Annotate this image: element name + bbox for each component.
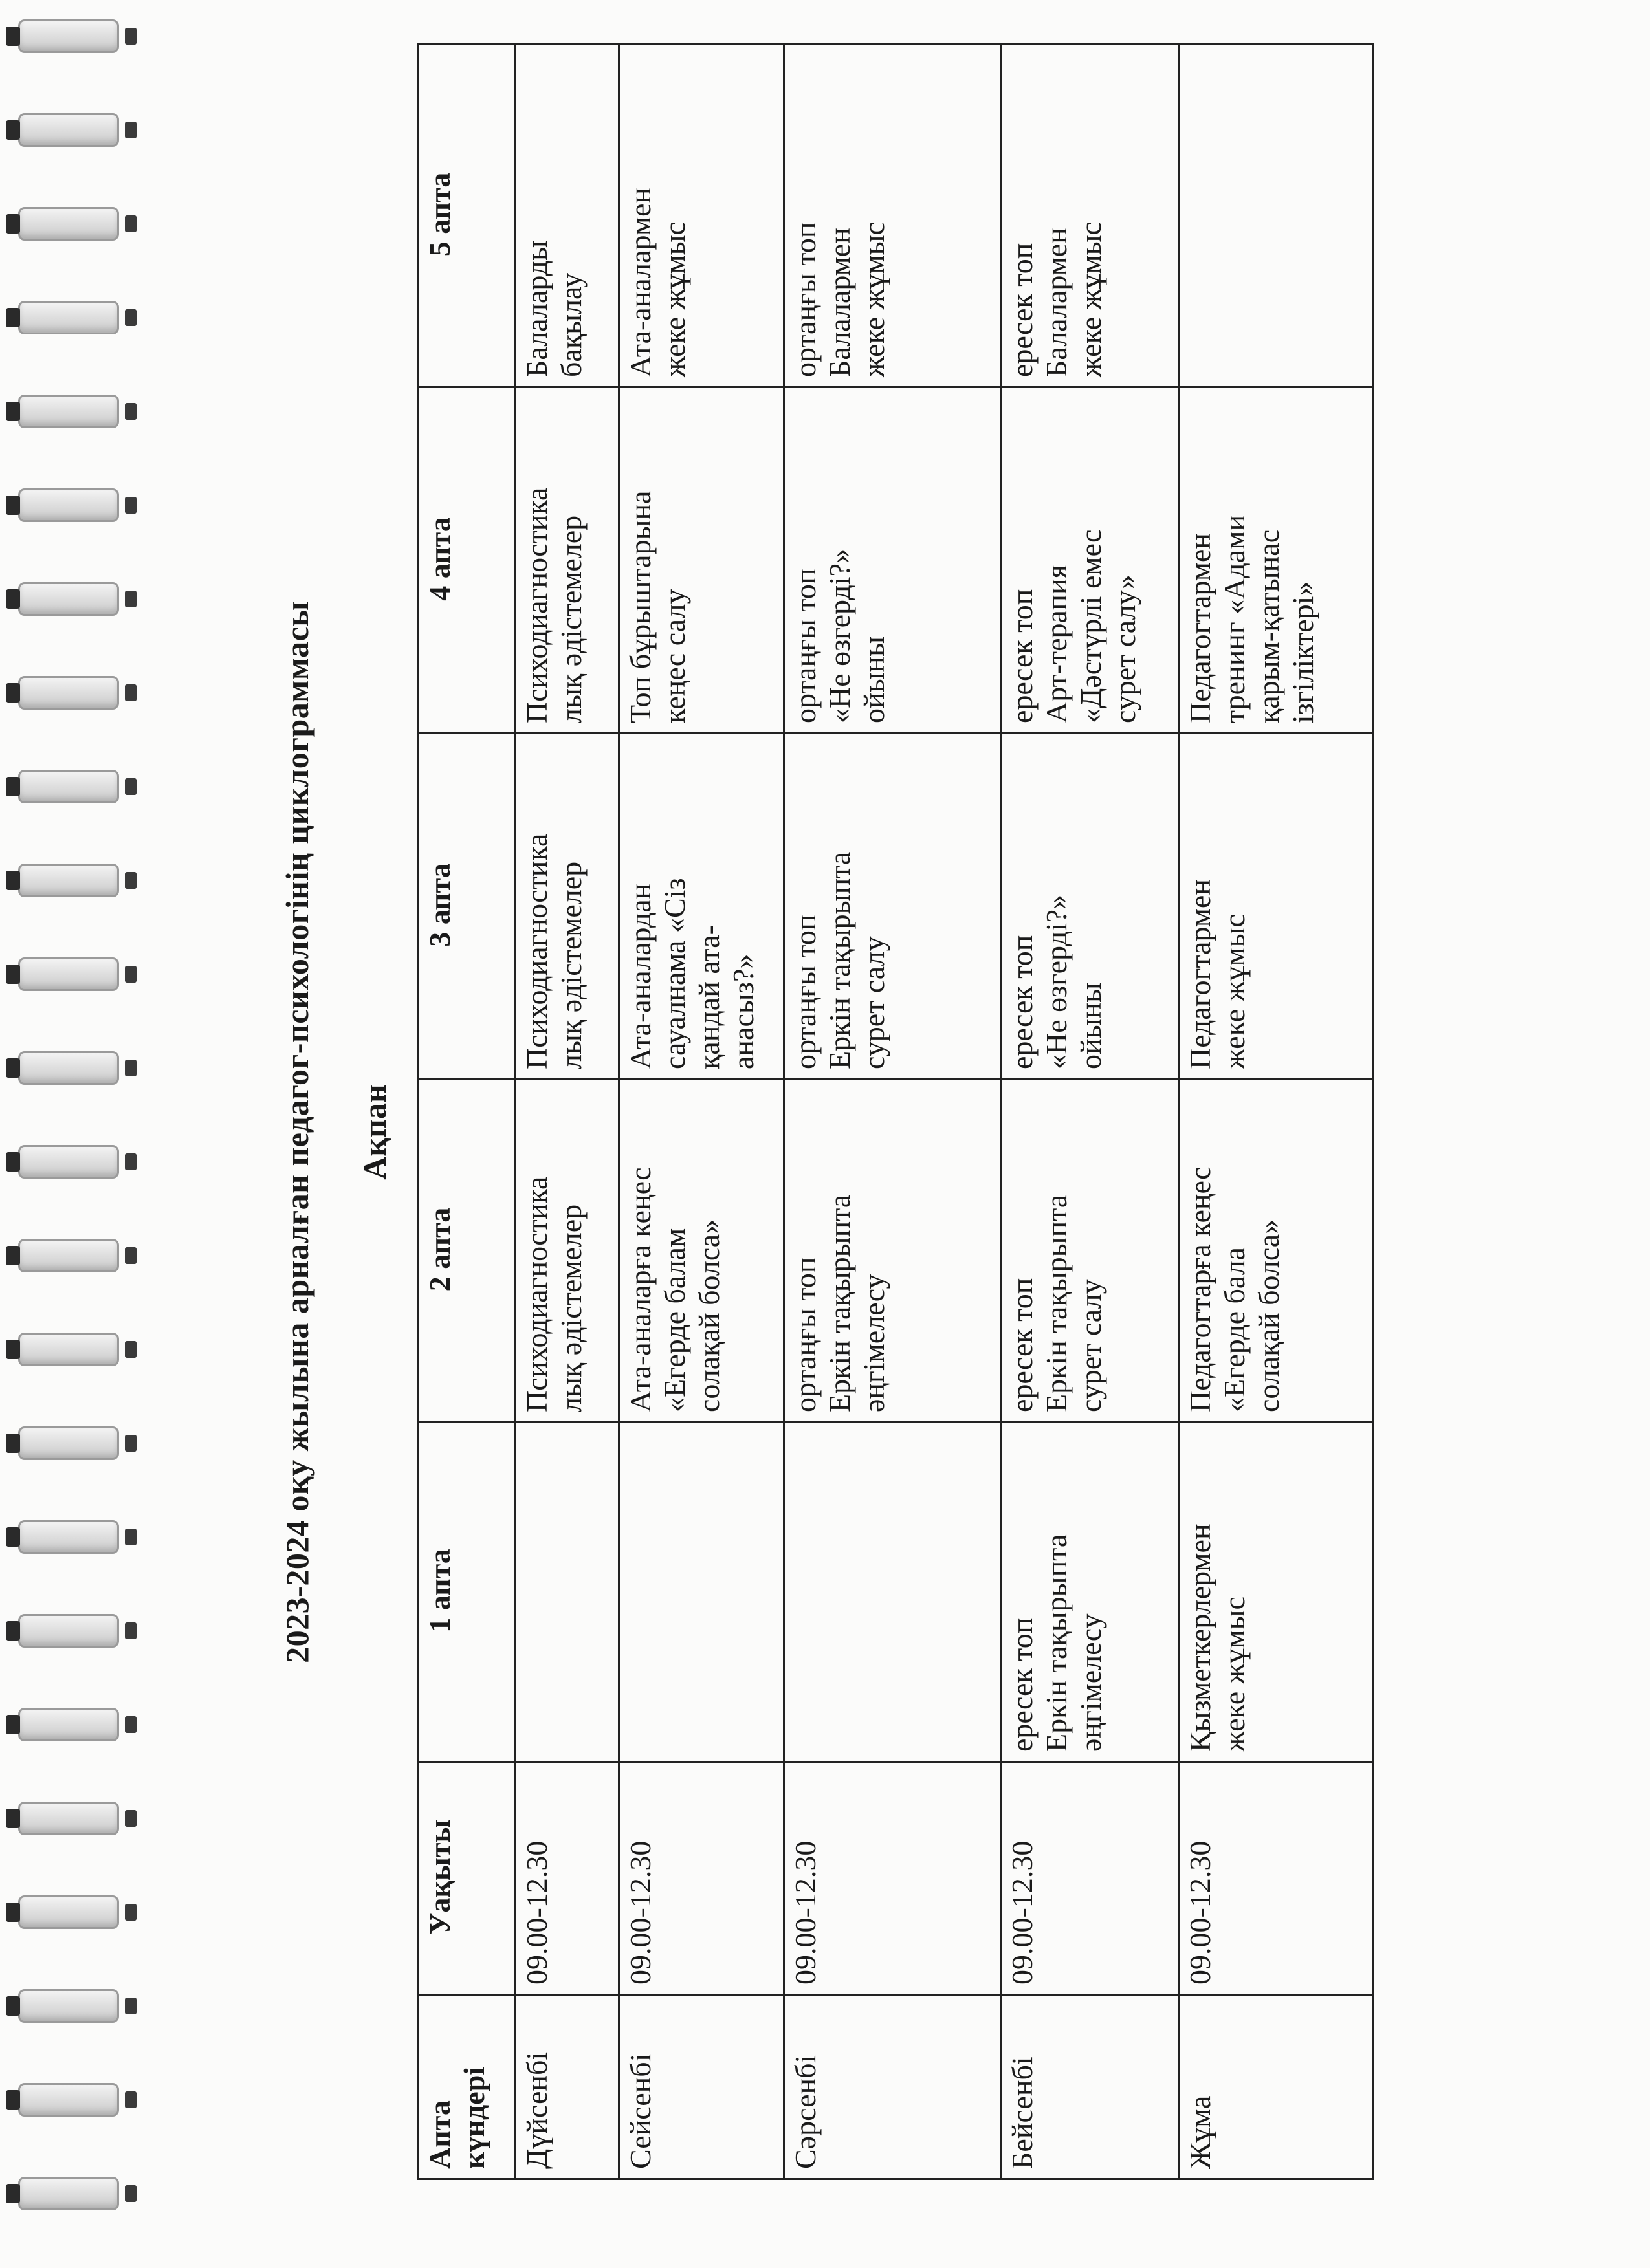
binding-ring [18,1333,119,1366]
week-5-cell: ортаңғы топ Балалармен жеке жұмыс [784,45,1001,387]
time-cell: 09.00-12.30 [1179,1762,1373,1995]
week-5-cell: Ата-аналармен жеке жұмыс [619,45,784,387]
day-cell: Дүйсенбі [516,1995,619,2179]
binding-ring [18,1520,119,1554]
time-cell: 09.00-12.30 [619,1762,784,1995]
header-week-3: 3 апта [419,734,516,1080]
week-5-cell: Балаларды бақылау [516,45,619,387]
binding-ring [18,1239,119,1272]
week-1-cell [619,1423,784,1762]
table-row [1001,45,1179,2179]
binding-ring [18,770,119,803]
day-cell: Жұма [1179,1995,1373,2179]
binding-ring [18,864,119,897]
week-3-cell: Ата-аналардан сауалнама «Сіз қандай ата- анасыз?» [619,734,784,1080]
binding-ring [18,1895,119,1929]
week-3-cell: Психодиагностика лық әдістемелер [516,734,619,1080]
week-1-cell: Қызметкерлермен жеке жұмыс [1179,1423,1373,1762]
week-4-cell: Педагогтармен тренинг «Адами қарым-қатынас ізгіліктері» [1179,387,1373,734]
time-cell: 09.00-12.30 [784,1762,1001,1995]
time-cell: 09.00-12.30 [516,1762,619,1995]
binding-ring [18,676,119,710]
binding-ring [18,1614,119,1648]
binding-ring [18,1708,119,1741]
week-4-cell: Психодиагностика лық әдістемелер [516,387,619,734]
week-3-cell: Педагогтармен жеке жұмыс [1179,734,1373,1080]
binding-ring [18,1051,119,1085]
week-2-cell: ересек топ Еркін тақырыпта сурет салу [1001,1080,1179,1423]
document-title: 2023-2024 оқу жылына арналған педагог-психологінің циклограммасы [279,601,315,1663]
binding-ring [18,1426,119,1460]
binding-ring [18,957,119,991]
binding-ring [18,1145,119,1179]
header-week-2: 2 апта [419,1080,516,1423]
week-5-cell: ересек топ Балалармен жеке жұмыс [1001,45,1179,387]
table-row [516,45,619,2179]
binding-ring [18,1989,119,2023]
month-heading: Ақпан [357,1084,393,1180]
binding-ring [18,19,119,53]
week-2-cell: Педагогтарға кеңес «Егерде бала солақай болса» [1179,1080,1373,1423]
table-row [619,45,784,2179]
binding-ring [18,207,119,241]
header-week-1: 1 апта [419,1423,516,1762]
week-2-cell: ортаңғы топ Еркін тақырыпта әңгімелесу [784,1080,1001,1423]
week-4-cell: Топ бұрыштарына кеңес салу [619,387,784,734]
week-2-cell: Ата-аналарға кеңес «Егерде балам солақай болса» [619,1080,784,1423]
binding-ring [18,301,119,334]
binding-ring [18,2083,119,2117]
binding-ring [18,488,119,522]
day-cell: Сейсенбі [619,1995,784,2179]
header-week-4: 4 апта [419,387,516,734]
header-row [419,45,516,2179]
binding-ring [18,2177,119,2210]
binding-ring [18,582,119,616]
table-row [784,45,1001,2179]
binding-ring [18,395,119,428]
table-row [1179,45,1373,2179]
week-1-cell [516,1423,619,1762]
week-1-cell: ересек топ Еркін тақырыпта әңгімелесу [1001,1423,1179,1762]
week-4-cell: ересек топ Арт-терапия «Дәстүрлі емес сурет салу» [1001,387,1179,734]
week-3-cell: ортаңғы топ Еркін тақырыпта сурет салу [784,734,1001,1080]
rotated-document [113,39,1524,2225]
week-2-cell: Психодиагностика лық әдістемелер [516,1080,619,1423]
week-3-cell: ересек топ «Не өзгерді?» ойыны [1001,734,1179,1080]
week-4-cell: ортаңғы топ «Не өзгерді?» ойыны [784,387,1001,734]
schedule-table [417,43,1374,2180]
binding-ring [18,113,119,147]
day-cell: Сәрсенбі [784,1995,1001,2179]
header-days: Апта күндері [419,1995,516,2179]
week-5-cell [1179,45,1373,387]
header-time: Уақыты [419,1762,516,1995]
time-cell: 09.00-12.30 [1001,1762,1179,1995]
day-cell: Бейсенбі [1001,1995,1179,2179]
header-week-5: 5 апта [419,45,516,387]
week-1-cell [784,1423,1001,1762]
binding-ring [18,1802,119,1835]
